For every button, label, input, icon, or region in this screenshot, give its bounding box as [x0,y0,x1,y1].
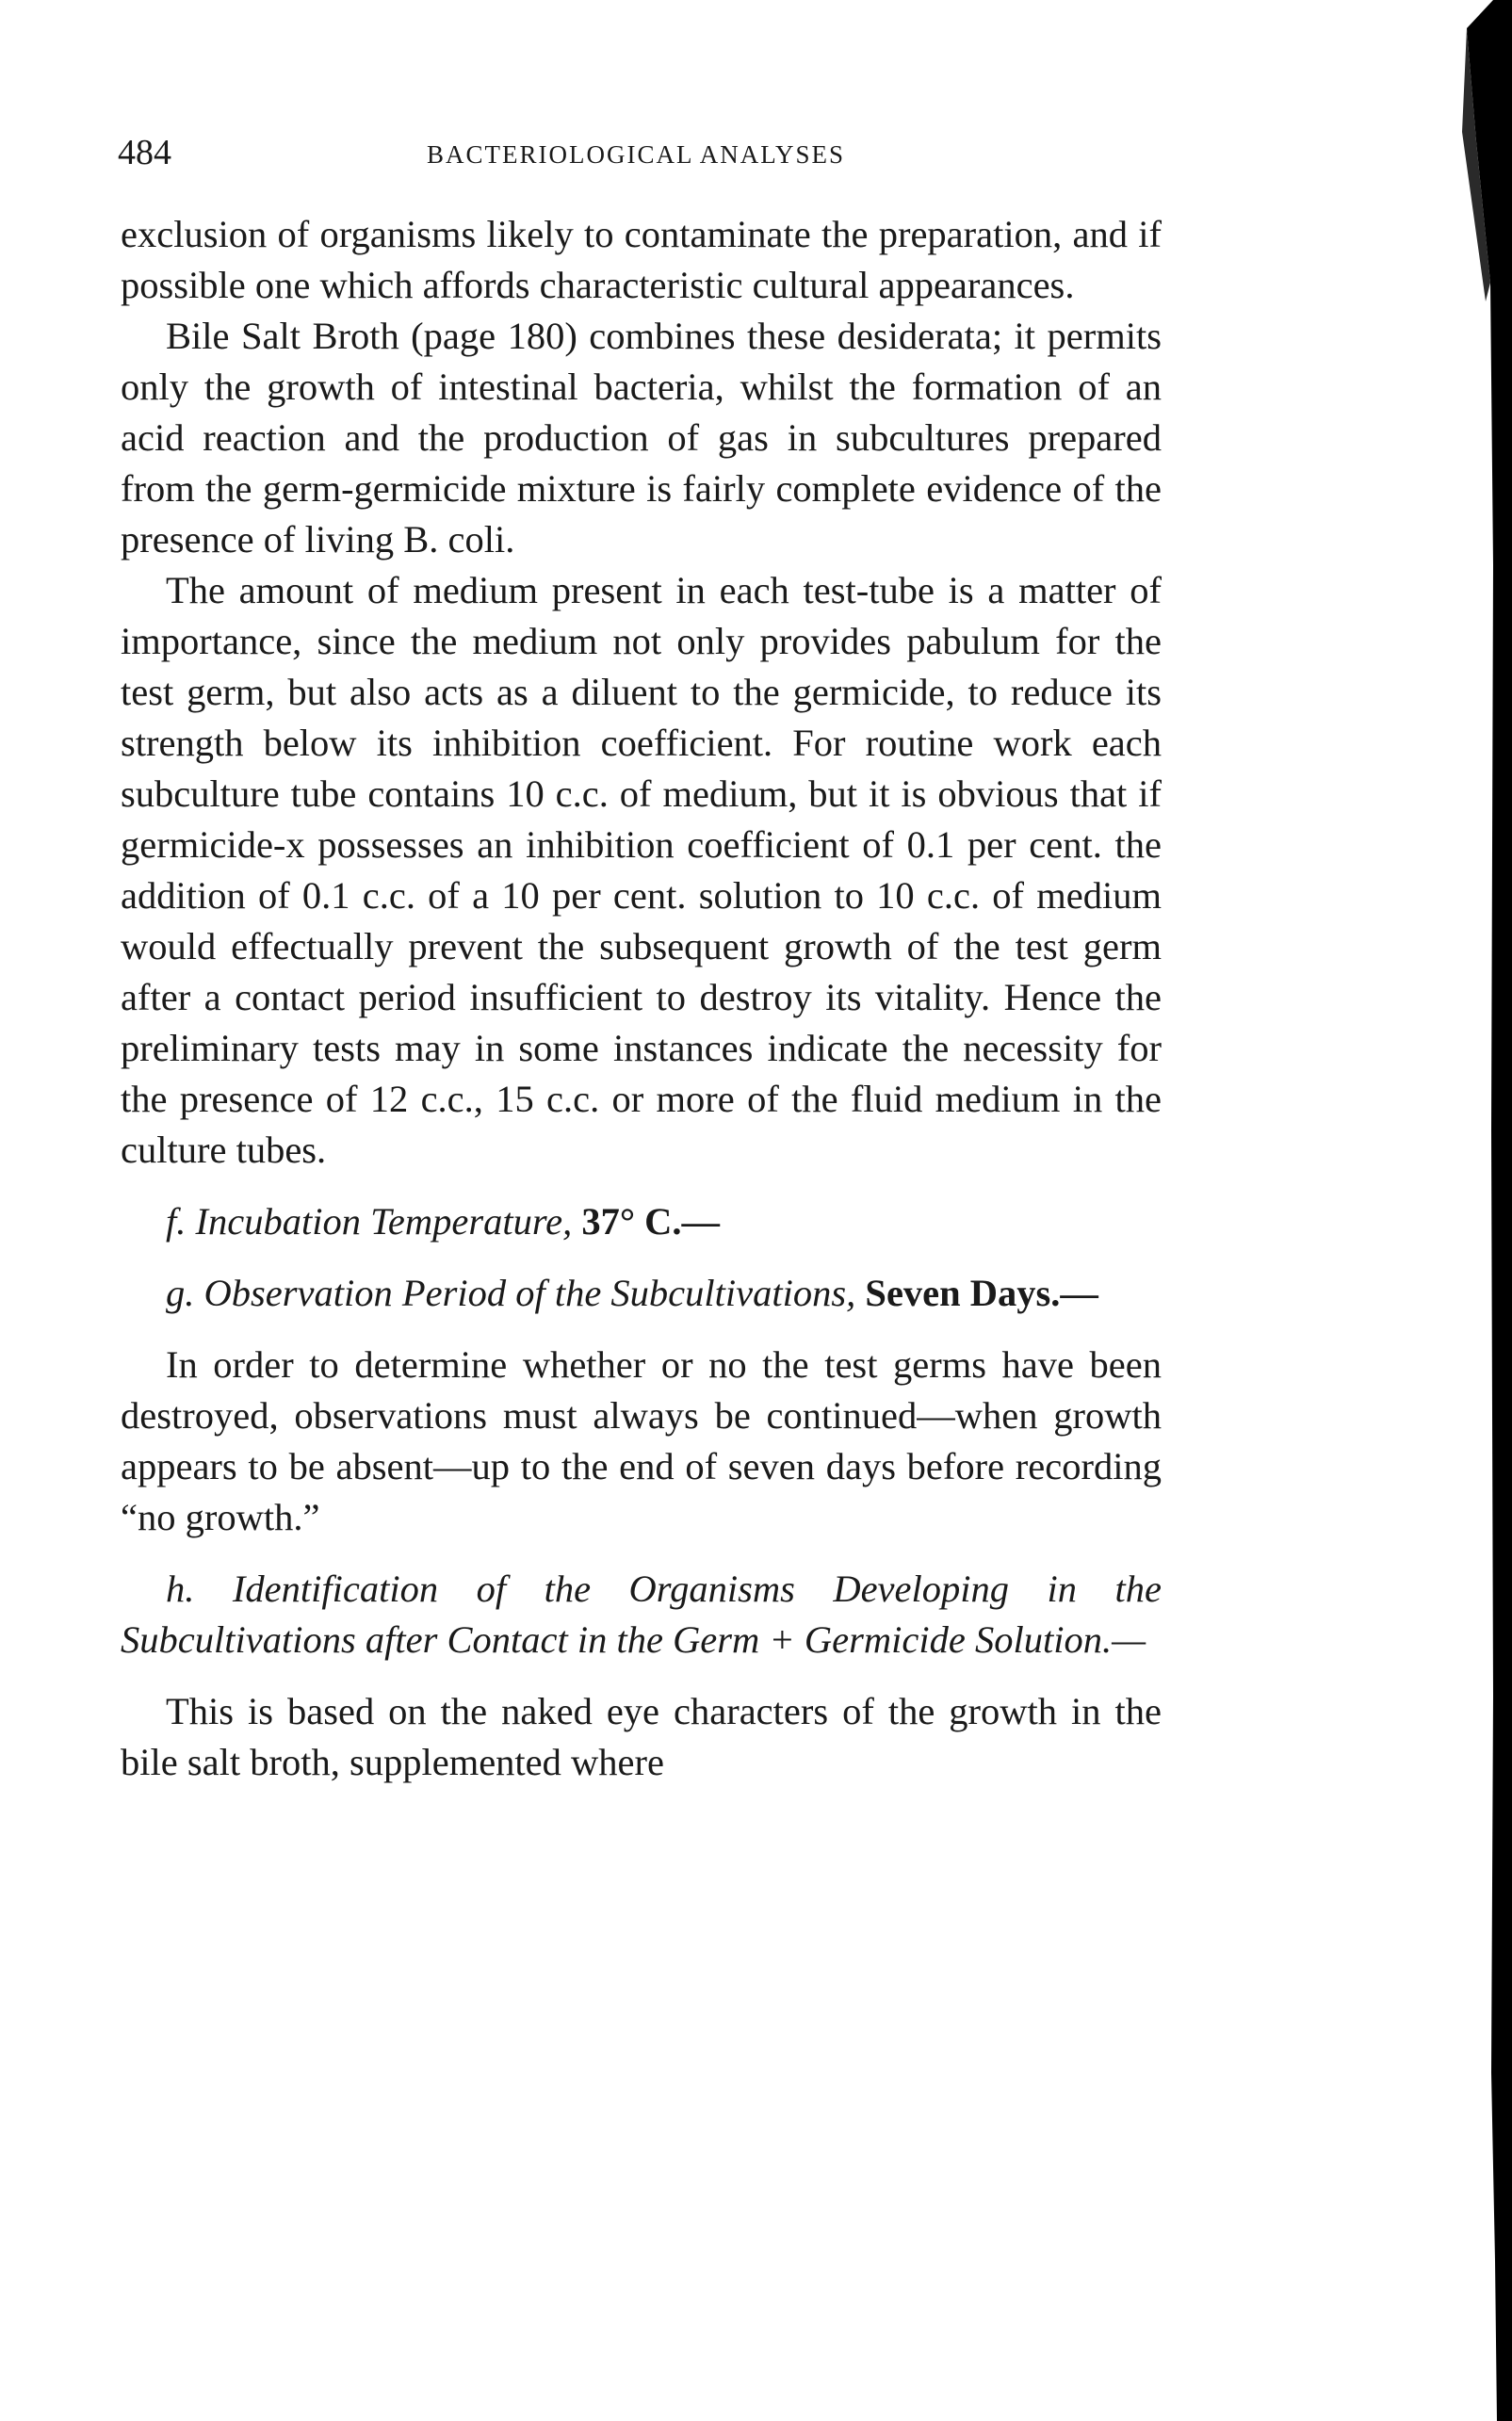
heading-h-title: h. Identification of the Organisms Developing in the Subcultivations after Contact in the Germ + Germicide Solution.— [121,1568,1162,1661]
page-number: 484 [118,133,171,172]
paragraph-4: In order to determine whether or no the test germs have been destroyed, observations must always be continued—when growth appears to be absent—up to the end of seven days before recording “no growth.” [121,1343,1162,1538]
running-title: BACTERIOLOGICAL ANALYSES [426,140,846,169]
paragraph-3: The amount of medium present in each test-tube is a matter of importance, since the medium not only provides pabulum for the test germ, but also acts as a diluent to the germicide, to reduce its strength below its inhibition coefficient. For routine work each subculture tube contains 10 c.c. of medium, but it is obvious that if germicide-x possesses an inhibition coefficient of 0.1 per cent. the addition of 0.1 c.c. of a 10 per cent. solution to 10 c.c. of medium would effectually prevent the subsequent growth of the test germ after a contact period insufficient to destroy its vitality. Hence the preliminary tests may in some instances indicate the necessity for the presence of 12 c.c., 15 c.c. or more of the fluid medium in the culture tubes. [121,569,1162,1171]
heading-g-value: Seven Days.— [865,1272,1098,1314]
heading-g-title: g. Observation Period of the Subcultivations, [166,1272,856,1314]
section-heading-f [121,1196,1162,1247]
paragraph-2: Bile Salt Broth (page 180) combines these desiderata; it permits only the growth of intestinal bacteria, whilst the formation of an acid reaction and the production of gas in subcultures prepared from the germ-germicide mixture is fairly complete evidence of the presence of living B. coli. [121,315,1162,561]
section-heading-g [121,1268,1162,1319]
heading-f-value: 37° C.— [581,1200,721,1243]
scan-binding-shadow [1439,0,1512,2421]
heading-f-title: f. Incubation Temperature, [166,1200,573,1243]
running-head [118,132,1163,179]
section-heading-h [121,1564,1162,1665]
body-text [121,209,1162,1788]
paragraph-5: This is based on the naked eye characters of the growth in the bile salt broth, supplemented where [121,1690,1162,1783]
paragraph-1: exclusion of organisms likely to contaminate the preparation, and if possible one which affords characteristic cultural appearances. [121,213,1162,306]
